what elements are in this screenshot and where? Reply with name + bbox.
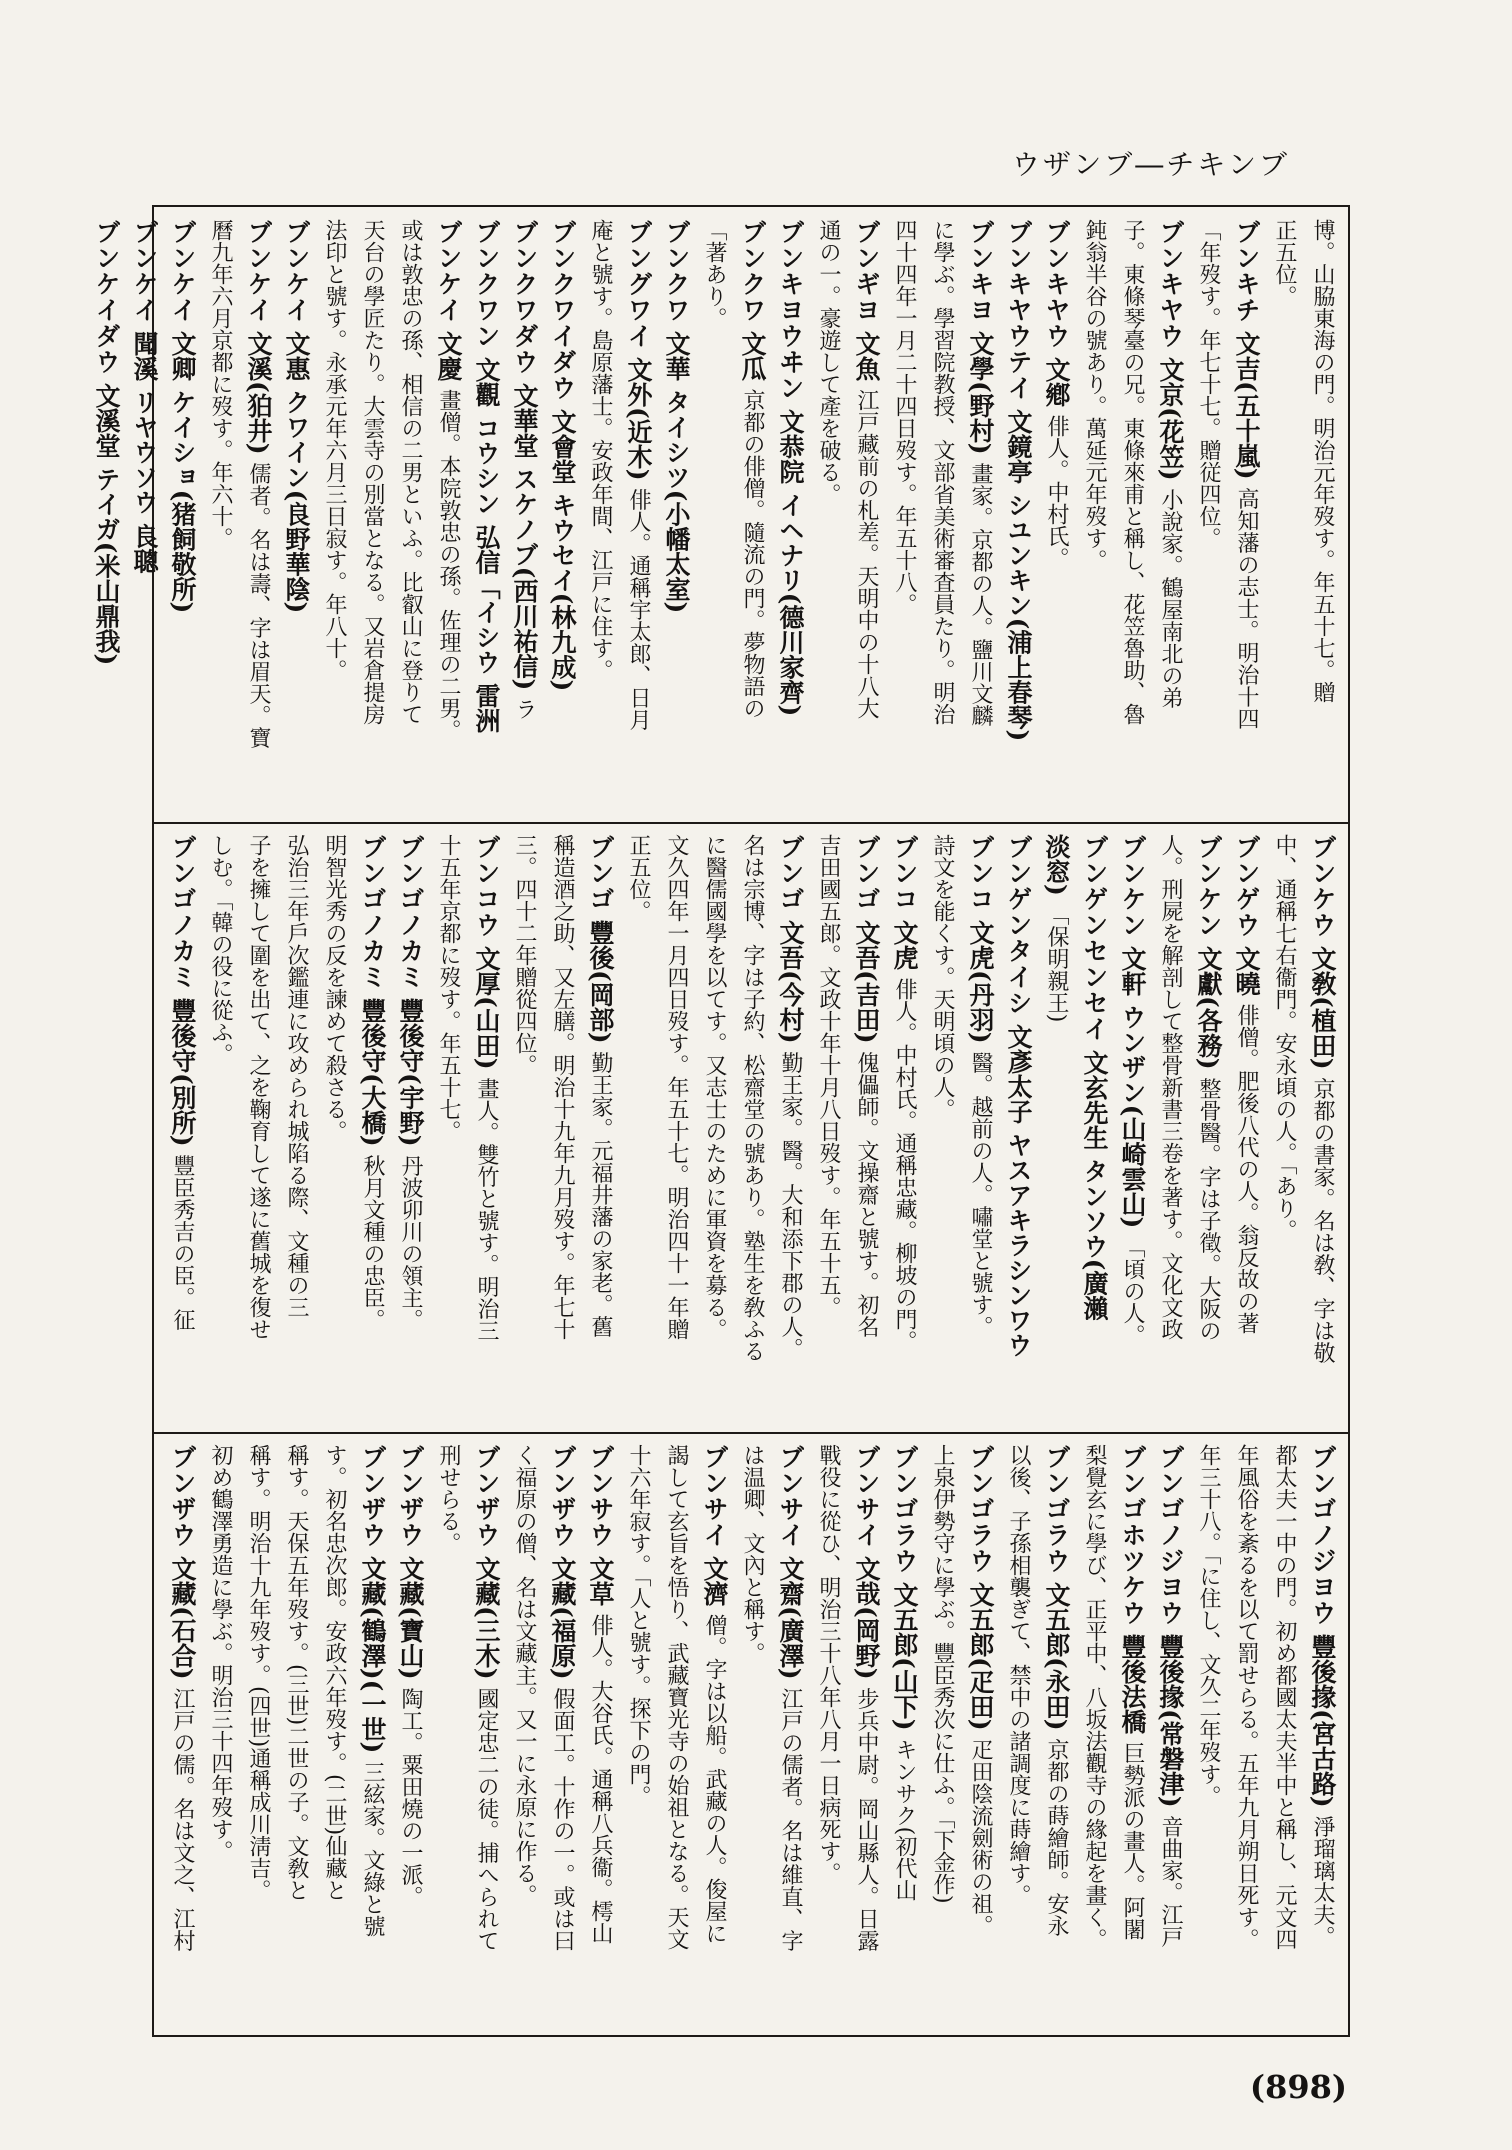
running-head: ウザンブ―チキンブ [1011,148,1290,181]
entry-detail: 天台の學匠たり。大雲寺の別當となる。又岩倉提房 [360,219,385,725]
text-column [431,1444,466,2026]
text-column [583,1444,618,2026]
entry-detail: 高知藩の志士。明治十四 [1234,487,1259,730]
entry-name: 文藏(鶴澤)(一世) [358,1555,387,1754]
entry-detail: 謁して玄旨を悟り、武藏寶光寺の始祖となる。天文 [664,1444,689,1950]
entry-detail: 步兵中尉。岡山縣人。日露 [854,1687,879,1952]
entry-detail: 庵と號す。島原藩士。安政年間、江戸に住す。 [588,219,613,681]
text-column [279,219,314,815]
text-column [925,1444,960,2026]
text-column [1115,219,1150,815]
entry-band-middle [164,834,1340,1426]
text-column [811,834,846,1426]
text-column [1229,834,1264,1426]
text-column [735,834,770,1426]
text-column [1305,834,1340,1426]
text-column [279,1444,314,2026]
text-column [887,219,922,815]
text-column [1153,834,1188,1426]
entry-headword: ブンゴノカミ [358,834,387,990]
entry-name: 聞溪 リヤウソウ 良聰 [130,330,159,574]
entry-name: 文鏡亭 シユンキン(浦上春琴) [1004,408,1033,742]
entry-detail: 都太夫一中の門。初め都國太夫半中と稱し、元文四 [1272,1444,1297,1950]
entry-name: 文外(近木) [624,356,653,481]
text-column [1229,219,1264,815]
entry-detail: 京都の俳僧。隨流の門。夢物語の [740,388,765,719]
entry-name: 文華堂 スケノブ(西川祐信) [510,382,539,691]
text-column [849,219,884,815]
entry-name: 豐後(岡部) [586,919,615,1044]
text-column [241,219,276,815]
entry-name: 文吾(今村) [776,919,805,1044]
text-column [1153,1444,1188,2026]
entry-detail: 以後、子孫相襲ぎて、禁中の諸調度に蒔繪す。 [1006,1444,1031,1906]
entry-detail: 十六年寂す。「人と號す。探下の門。 [626,1444,651,1807]
entry-detail: 上泉伊勢守に學ぶ。豐臣秀次に仕ふ。「下金作) [930,1444,955,1904]
entry-detail: 名は宗博、字は子約、松齋堂の號あり。塾生を敎ふる [740,834,765,1362]
entry-name: 豐後守(別所) [168,997,197,1147]
text-column [355,219,390,815]
text-column [1229,1444,1264,2026]
entry-headword: ブンケン [1194,834,1223,938]
page-frame [92,205,1350,2037]
entry-headword: ブンゴ [776,834,805,912]
text-column [203,219,238,815]
entry-headword: ブンサイ [776,1444,805,1548]
text-column [469,219,504,815]
entry-detail: 子を擁して圍を出て、之を鞠育して遂に舊城を復せ [246,834,271,1340]
entry-detail: 年三十八。「に住し、文久二年歿す。 [1196,1444,1221,1807]
entry-name: 文京(花笠) [1156,356,1185,481]
text-column [393,834,428,1426]
entry-detail: 「保明親王) [1044,903,1069,1023]
text-column [469,834,504,1426]
text-column [203,1444,238,2026]
entry-detail: 京都の書家。名は敎、字は敬 [1310,1077,1335,1364]
entry-detail: 俳人。通稱宇太郎、日月 [626,488,651,731]
entry-detail: 俳人。中村氏。通稱忠藏。柳坡の門。 [892,977,917,1352]
text-column [773,834,808,1426]
text-column [697,1444,732,2026]
text-column [203,834,238,1426]
entry-detail: 初め鶴澤勇造に學ぶ。明治三十四年歿す。 [208,1444,233,1862]
entry-detail: 明智光秀の反を諫めて殺さる。 [322,834,347,1142]
entry-detail: 曆九年六月京都に歿す。年六十。 [208,219,233,549]
entry-detail: は温卿、文內と稱す。 [740,1444,765,1664]
entry-headword: ブンコ [966,834,995,912]
entry-headword: ブンザウ [472,1444,501,1548]
text-column [773,219,808,815]
entry-detail: 三。四十二年贈從四位。 [512,834,537,1076]
entry-name: 文玄先生 タンソウ(廣瀨 [1080,1049,1109,1321]
entry-detail: 刑せらる。 [436,1444,461,1554]
text-column [165,1444,200,2026]
entry-headword: ブンザウ [548,1444,577,1548]
text-column [697,219,732,815]
entry-headword: ブンクワン [472,219,501,349]
text-column [1267,1444,1302,2026]
entry-headword: ブンゴノカミ [168,834,197,990]
text-column [507,219,542,815]
entry-detail: しむ。「韓の役に從ふ。 [208,834,233,1065]
entry-headword: ブンキヤウ [1042,219,1071,349]
entry-detail: 稱す。天保五年歿す。(三世)二世の子。文敎と [284,1444,309,1902]
text-column [431,219,466,815]
text-column [963,834,998,1426]
text-column [241,1444,276,2026]
entry-detail: 秋月文種の忠臣。 [360,1154,385,1331]
entry-name: 豐後守(大橋) [358,997,387,1147]
entry-headword: ブンケイ [434,219,463,323]
entry-headword: ブンゴノジヨウ [1308,1444,1337,1626]
entry-detail: 京都の蒔繪師。安永 [1044,1738,1069,1937]
entry-name: 文溪堂 テイガ(米山鼎我) [92,382,121,666]
entry-detail: 子。東條琴臺の兄。東條來甫と稱し、花笠魯助、魯 [1120,219,1145,725]
entry-detail: 俳人。大谷氏。通稱八兵衞。樗山 [588,1613,613,1944]
entry-name: 文敎(植田) [1308,945,1337,1070]
entry-detail: 十五年京都に歿す。年五十七。 [436,834,461,1142]
entry-detail: 豐臣秀吉の臣。征 [170,1154,195,1331]
entry-detail: 「著あり。 [702,219,727,329]
entry-detail: 傀儡師。文操齋と號す。初名 [854,1051,879,1338]
text-column [773,1444,808,2026]
text-column [1077,834,1112,1426]
entry-detail: 巨勢派の畫人。阿闍 [1120,1741,1145,1940]
entry-detail: 淨瑠璃太夫。 [1310,1815,1335,1948]
entry-name: 豐後掾(常磐津) [1156,1633,1185,1808]
entry-detail: 博。山脇東海の門。明治元年歿す。年五十七。贈 [1310,219,1335,703]
text-column [545,219,580,815]
entry-name: 文厚(山田) [472,945,501,1070]
entry-detail: 江戸の儒。名は文之、江村 [170,1687,195,1952]
text-column [507,834,542,1426]
text-column [1039,834,1074,1426]
entry-name: 豐後法橋 [1118,1633,1147,1734]
entry-band-bottom [164,1444,1340,2026]
text-column [925,834,960,1426]
entry-headword: ブンクワ [738,219,767,323]
entry-headword: ブンゴラウ [966,1444,995,1574]
text-column [1191,834,1226,1426]
band-divider [154,1432,1348,1434]
text-column [507,1444,542,2026]
text-column [545,1444,580,2026]
text-column [849,1444,884,2026]
entry-headword: ブンキチ [1232,219,1261,323]
text-column [1001,219,1036,815]
text-column [811,1444,846,2026]
entry-detail: す。初名忠次郎。安政六年歿す。(二世)仙藏と [322,1444,347,1902]
entry-headword: ブンケウ [1308,834,1337,938]
text-column [1039,1444,1074,2026]
text-column [1077,1444,1112,2026]
entry-headword: ブンコ [890,834,919,912]
entry-detail: 勤王家。元福井藩の家老。舊 [588,1051,613,1338]
entry-detail: 江戸の儒者。名は維直、字 [778,1687,803,1952]
text-column [621,219,656,815]
entry-detail: 正五位。 [626,834,651,922]
text-column [811,219,846,815]
entry-detail: 儒者。名は壽、字は眉天。寶 [246,462,271,749]
entry-headword: ブンゴ [586,834,615,912]
entry-detail: 畫僧。本院敦忠の孫。佐理の二男。 [436,388,461,741]
entry-name: 文齋(廣澤) [776,1555,805,1680]
entry-name: 文卿 ケイショ(猪飼敬所) [168,330,197,614]
entry-headword: ブンサイ [700,1444,729,1548]
entry-detail: 稱造酒之助、又左膳。明治十九年九月歿す。年七十 [550,834,575,1340]
text-column [393,1444,428,2026]
entry-band-top [92,219,1340,815]
entry-detail: 或は敦忠の孫、相信の二男といふ。比叡山に登りて [398,219,423,725]
entry-name: 文藏(寶山) [396,1555,425,1680]
text-column [393,219,428,815]
entry-detail: 詩文を能くす。天明頃の人。 [930,834,955,1120]
entry-detail: 小說家。鶴屋南北の弟 [1158,488,1183,709]
page-number: (898) [1249,2068,1347,2106]
entry-name: 文吉(五十嵐) [1232,330,1261,480]
text-column [165,219,200,815]
entry-name: 文獻(各務) [1194,945,1223,1070]
text-column [621,1444,656,2026]
entry-name: 文藏(三木) [472,1555,501,1680]
text-column [355,1444,390,2026]
entry-detail: 「年歿す。年七十七。贈従四位。 [1196,219,1221,549]
text-column [317,834,352,1426]
text-column [583,834,618,1426]
entry-name: 文虎(丹羽) [966,919,995,1044]
entry-headword: ブンゴノカミ [396,834,425,990]
entry-name: 文五郎(山下) [890,1581,919,1731]
text-column [1115,834,1150,1426]
entry-detail: 年風俗を紊るを以て罰せらる。五年九月朔日死す。 [1234,1444,1259,1950]
entry-name: 文五郎(永田) [1042,1581,1071,1731]
text-column [241,834,276,1426]
entry-headword: ブンケイダウ [92,219,121,375]
entry-name: 文虎 [890,919,919,970]
text-column [1039,219,1074,815]
entry-headword: ブンケイ [244,219,273,323]
entry-detail: 畫家。京都の人。鹽川文麟 [968,462,993,727]
entry-name: 文彥太子 ヤスアキラシンワウ [1004,1023,1033,1358]
entry-name: 文惠 クワイン(良野華陰) [282,330,311,614]
entry-detail: 勤王家。醫。大和添下郡の人。 [778,1051,803,1360]
text-column [697,834,732,1426]
entry-name: 文哉(岡野) [852,1555,881,1680]
entry-detail: に醫儒國學を以てす。又志士のために軍資を募る。 [702,834,727,1340]
text-column [963,1444,998,2026]
entry-headword: ブンゴラウ [890,1444,919,1574]
entry-headword: ブンゴノジヨウ [1156,1444,1185,1626]
entry-name: 文曉 [1232,945,1261,996]
entry-name: 文五郎(疋田) [966,1581,995,1731]
entry-headword: ブンクワ [662,219,691,323]
entry-detail: 人。刑屍を解剖して整骨新書三卷を著す。文化文政 [1158,834,1183,1340]
entry-detail: 疋田陰流劍術の祖。 [968,1738,993,1937]
entry-headword: ブンクワダウ [510,219,539,375]
text-column [659,834,694,1426]
entry-headword: ブンキヤウ [1156,219,1185,349]
entry-detail: 「頃の人。 [1120,1236,1145,1347]
text-column [89,219,124,815]
entry-headword: ブンキヨウヰン [776,219,805,401]
entry-detail: 江戸藏前の札差。天明中の十八大 [854,388,879,719]
entry-headword: ブンコウ [472,834,501,938]
entry-detail: 四十四年一月二十四日歿す。年五十八。 [892,219,917,615]
entry-headword: ブンクワイダウ [548,219,577,401]
text-column [431,834,466,1426]
text-column [735,219,770,815]
entry-detail: ラ [512,698,537,721]
entry-headword: ブングワイ [624,219,653,349]
entry-name: 文藏(石合) [168,1555,197,1680]
entry-name: 文藏(福原) [548,1555,577,1680]
entry-name: 淡窓) [1042,834,1071,896]
text-column [1191,1444,1226,2026]
entry-detail: 鈍翁半谷の號あり。萬延元年歿す。 [1082,219,1107,571]
entry-headword: ブンサウ [586,1444,615,1548]
entry-detail: 音曲家。江戸 [1158,1815,1183,1948]
text-column [469,1444,504,2026]
entry-name: 文學(野村) [966,330,995,455]
text-column [849,834,884,1426]
entry-detail: 假面工。十作の一。或は曰 [550,1687,575,1952]
entry-detail: 文久四年一月四日歿す。年五十七。明治四十一年贈 [664,834,689,1340]
entry-headword: ブンゴラウ [1042,1444,1071,1574]
text-column [1267,219,1302,815]
text-column [963,219,998,815]
text-column [1001,834,1036,1426]
entry-detail: 通の一。豪遊して產を破る。 [816,219,841,505]
entry-headword: ブンケイ [130,219,159,323]
entry-headword: ブンキヤウテイ [1004,219,1033,401]
band-divider [154,822,1348,824]
entry-detail: 醫。越前の人。嘯堂と號す。 [968,1051,993,1338]
text-column [355,834,390,1426]
entry-detail: 法印と號す。永承元年六月三日寂す。年八十。 [322,219,347,681]
text-column [1115,1444,1150,2026]
text-column [279,834,314,1426]
entry-detail: 俳人。中村氏。 [1044,414,1069,569]
entry-name: 文慶 [434,330,463,381]
text-column [317,1444,352,2026]
text-column [659,219,694,815]
entry-name: 文鄕 [1042,356,1071,407]
entry-headword: ブンケイ [282,219,311,323]
entry-headword: ブンギヨ [852,219,881,323]
entry-detail: 陶工。粟田燒の一派。 [398,1687,423,1908]
text-column [317,219,352,815]
text-column [1077,219,1112,815]
entry-name: 文濟 [700,1555,729,1606]
entry-name: 文軒 ウンザン(山崎雲山) [1118,945,1147,1229]
entry-name: 文吾(吉田) [852,919,881,1044]
entry-headword: ブンゲウ [1232,834,1261,938]
entry-headword: ブンザウ [168,1444,197,1548]
entry-headword: ブンゴ [852,834,881,912]
entry-name: 文恭院 イヘナリ(德川家齊) [776,408,805,717]
entry-detail: キンサク(初代山 [892,1738,917,1902]
entry-name: 文觀 コウシン 弘信「イシウ 雷洲 [472,356,501,734]
entry-name: 文華 タイシツ(小幡太室) [662,330,691,614]
entry-name: 文草 [586,1555,615,1606]
entry-headword: ブンザウ [358,1444,387,1548]
text-column [1153,219,1188,815]
entry-name: 文魚 [852,330,881,381]
entry-detail: 俳僧。肥後八代の人。翁反故の著 [1234,1003,1259,1334]
text-column [925,219,960,815]
text-column [887,1444,922,2026]
entry-detail: く福原の僧、名は文藏主。又一に永原に作る。 [512,1444,537,1906]
text-column [887,834,922,1426]
entry-detail: 僧。字は以船。武藏の人。俊屋に [702,1613,727,1944]
text-column [583,219,618,815]
entry-detail: 梨覺玄に學び、正平中、八坂法觀寺の緣起を畫く。 [1082,1444,1107,1950]
text-column [1001,1444,1036,2026]
text-column [127,219,162,815]
text-column [1305,1444,1340,2026]
text-column [1305,219,1340,815]
entry-headword: ブンゲンタイシ [1004,834,1033,1016]
entry-headword: ブンサイ [852,1444,881,1548]
entry-detail: 吉田國五郎。文政十年十月八日歿す。年五十五。 [816,834,841,1318]
entry-detail: 弘治三年戶次鑑連に攻められ城陷る際、文種の三 [284,834,309,1318]
text-column [165,834,200,1426]
entry-headword: ブンケイ [168,219,197,323]
entry-headword: ブンゲンセンセイ [1080,834,1109,1042]
entry-headword: ブンゴホツケウ [1118,1444,1147,1626]
entry-name: 文溪(狛井) [244,330,273,455]
text-column [1267,834,1302,1426]
text-column [659,1444,694,2026]
entry-detail: 稱す。明治十九年歿す。(四世)通稱成川淸吉。 [246,1444,271,1902]
entry-detail: 三絃家。文綠と號 [360,1761,385,1938]
entry-detail: 畫人。雙竹と號す。明治三 [474,1077,499,1342]
entry-detail: 丹波卯川の領主。 [398,1154,423,1331]
entry-name: 豐後守(宇野) [396,997,425,1147]
entry-headword: ブンザウ [396,1444,425,1548]
entry-detail: 整骨醫。字は子徵。大阪の [1196,1077,1221,1342]
entry-detail: 國定忠二の徒。捕へられて [474,1687,499,1952]
text-column [1191,219,1226,815]
entry-headword: ブンケン [1118,834,1147,938]
entry-name: 文瓜 [738,330,767,381]
entry-headword: ブンキヨ [966,219,995,323]
entry-name: 文會堂 キウセイ(林九成) [548,408,577,692]
entry-detail: 中、通稱七右衞門。安永頃の人。「あり。 [1272,834,1297,1241]
text-column [735,1444,770,2026]
entry-detail: に學ぶ。學習院教授、文部省美術審査員たり。明治 [930,219,955,725]
entry-name: 豐後掾(宮古路) [1308,1633,1337,1808]
entry-detail: 戰役に從ひ、明治三十八年八月一日病死す。 [816,1444,841,1884]
text-column [545,834,580,1426]
text-column [621,834,656,1426]
entry-detail: 正五位。 [1272,219,1297,307]
